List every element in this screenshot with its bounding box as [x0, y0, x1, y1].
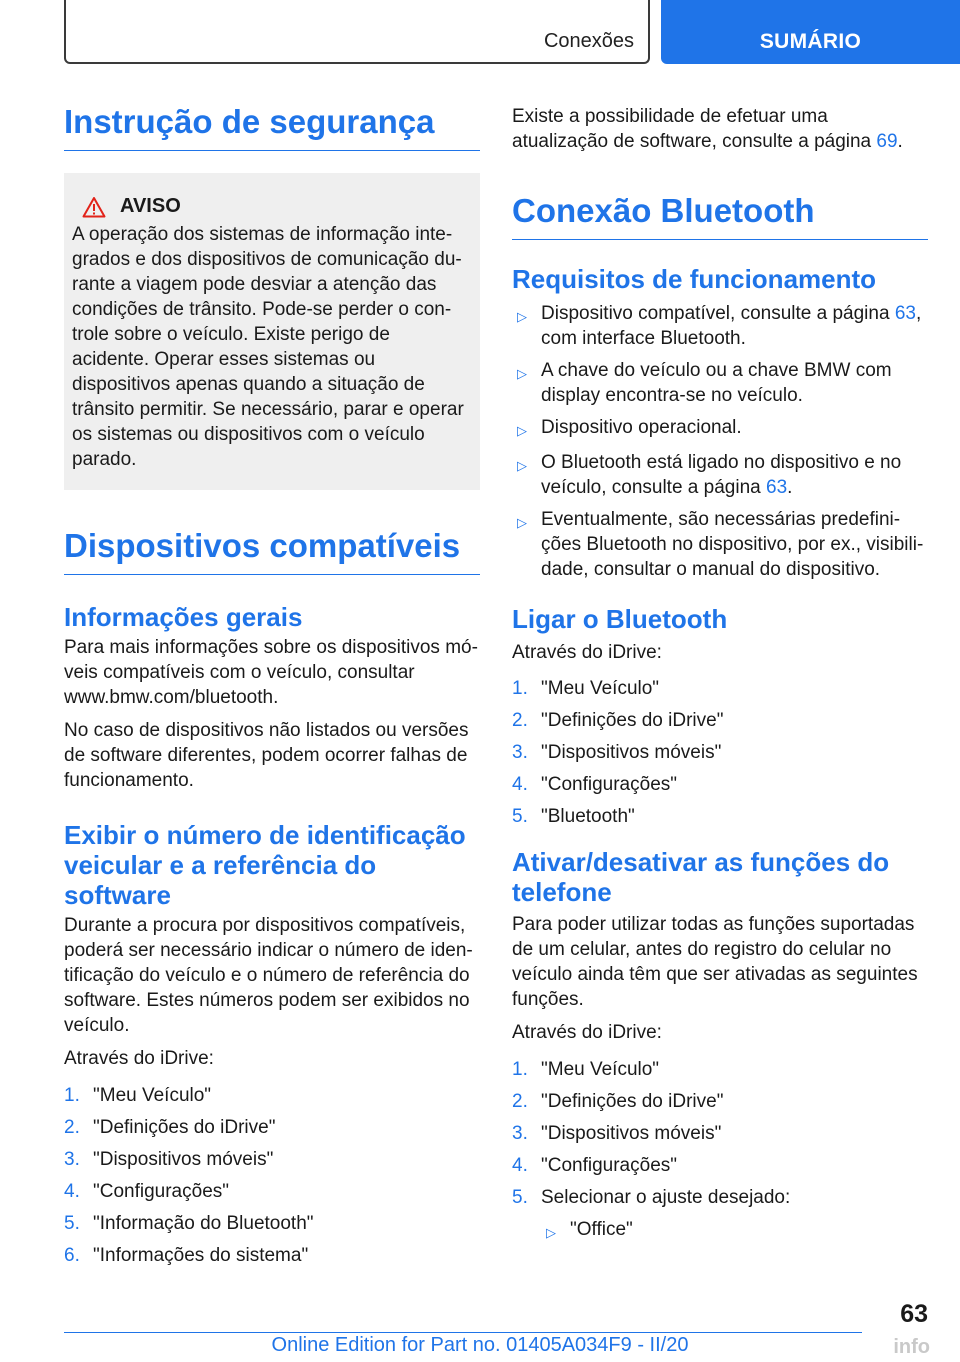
list-item: 3. "Dispositivos móveis" [512, 742, 722, 763]
list-item: ▷ Eventualmente, são necessárias predefinições Bluetooth no dispositivo, por ex., visibilidade, consultar o manual do dispositivo. [512, 507, 928, 582]
requirements-heading: Requisitos de funcionamento [512, 264, 877, 294]
phone-functions-heading: Ativar/desativar as funções do telefone [512, 847, 890, 907]
section-tab-label: Conexões [543, 30, 634, 52]
bullet-triangle-icon: ▷ [517, 309, 527, 324]
bluetooth-title: Conexão Bluetooth [512, 189, 928, 240]
list-item: 6. "Informações do sistema" [64, 1245, 309, 1266]
footer-divider [64, 1332, 862, 1333]
summary-button-label: SUMÁRIO [759, 30, 862, 53]
page-link-69[interactable]: 69 [876, 131, 898, 152]
list-item: 1. "Meu Veículo" [512, 678, 660, 699]
compat-title: Dispositivos compatíveis [64, 524, 480, 575]
bullet-triangle-icon: ▷ [517, 423, 527, 438]
warning-box [64, 173, 480, 490]
bullet-triangle-icon: ▷ [517, 458, 527, 473]
via-idrive-label: Através do iDrive: [512, 1022, 662, 1043]
via-idrive-label: Através do iDrive: [512, 642, 662, 663]
requirements-list [512, 301, 928, 582]
general-paragraph-1: Para mais informações sobre os dispositivos móveis compatíveis com o veículo, consultar www.bmw.com/bluetooth. [64, 637, 478, 708]
via-idrive-label: Através do iDrive: [64, 1048, 214, 1069]
general-heading: Informações gerais [64, 602, 303, 632]
general-paragraph-2: No caso de dispositivos não listados ou versões de software diferentes, podem ocorrer falhas de funcionamento. [64, 720, 469, 791]
list-item: 5. Selecionar o ajuste desejado: [512, 1187, 791, 1208]
phone-steps [512, 1057, 928, 1210]
left-column [64, 100, 480, 1275]
warning-triangle-icon [82, 196, 106, 218]
phone-paragraph: Para poder utilizar todas as funções suportadas de um celular, antes do registro do celular no veículo ainda têm que ser ativadas as seguintes funções. [512, 914, 918, 1010]
list-item: 4. "Configurações" [512, 1155, 678, 1176]
list-item: ▷ Dispositivo operacional. [512, 415, 928, 443]
page-number: 63 [900, 1300, 928, 1328]
list-item: 1. "Meu Veículo" [64, 1085, 212, 1106]
list-item: 2. "Definições do iDrive" [512, 710, 724, 731]
list-item: 2. "Definições do iDrive" [64, 1117, 276, 1138]
section-tab[interactable] [64, 0, 650, 64]
bullet-triangle-icon: ▷ [517, 515, 527, 530]
bluetooth-on-steps [512, 676, 928, 829]
summary-button[interactable] [661, 0, 960, 64]
bullet-triangle-icon: ▷ [517, 366, 527, 381]
list-item: ▷ Dispositivo compatível, consulte a página 63, com interface Bluetooth. [512, 301, 928, 351]
list-item: 3. "Dispositivos móveis" [64, 1149, 274, 1170]
list-item: ▷ O Bluetooth está ligado no dispositivo e no veículo, consulte a página 63. [512, 450, 928, 500]
update-paragraph: Existe a possibilidade de efetuar uma atualização de software, consulte a página 69. [512, 106, 903, 152]
list-item: 3. "Dispositivos móveis" [512, 1123, 722, 1144]
warning-header [82, 195, 472, 218]
watermark: info [893, 1336, 930, 1358]
safety-title: Instrução de segurança [64, 100, 480, 151]
warning-label: AVISO [120, 195, 181, 217]
sub-list-item: ▷ "Office" [512, 1217, 928, 1245]
bluetooth-on-heading: Ligar o Bluetooth [512, 604, 728, 634]
list-item: 4. "Configurações" [512, 774, 678, 795]
vin-steps [64, 1083, 480, 1268]
list-item: 2. "Definições do iDrive" [512, 1091, 724, 1112]
list-item: 5. "Informação do Bluetooth" [64, 1213, 314, 1234]
list-item: 4. "Configurações" [64, 1181, 230, 1202]
page-link-63[interactable]: 63 [894, 303, 916, 324]
list-item: 1. "Meu Veículo" [512, 1059, 660, 1080]
warning-text: A operação dos sistemas de informação integrados e dos dispositivos de comunicação durante a viagem pode desviar a atenção das condições de trânsito. Pode-se perder o controle sobre o veículo. Existe perigo de acidente. Operar esses sistemas ou dispositivos apenas quando a situação de trânsito permitir. Se necessário, parar e operar os sistemas ou dispositivos com o veículo parado. [72, 224, 464, 470]
right-column [512, 104, 928, 1245]
list-item: 5. "Bluetooth" [512, 806, 635, 827]
page-link-63[interactable]: 63 [766, 477, 788, 498]
bullet-triangle-icon: ▷ [546, 1225, 556, 1240]
vin-heading: Exibir o número de identificação veicular e a referência do software [64, 820, 466, 910]
vin-paragraph: Durante a procura por dispositivos compatíveis, poderá ser necessário indicar o número de identificação do veículo e o número de referência do software. Estes números podem ser exibidos no veículo. [64, 915, 473, 1036]
edition-text: Online Edition for Part no. 01405A034F9 - II/20 [271, 1334, 689, 1356]
list-item: ▷ A chave do veículo ou a chave BMW com display encontra-se no veículo. [512, 358, 928, 408]
